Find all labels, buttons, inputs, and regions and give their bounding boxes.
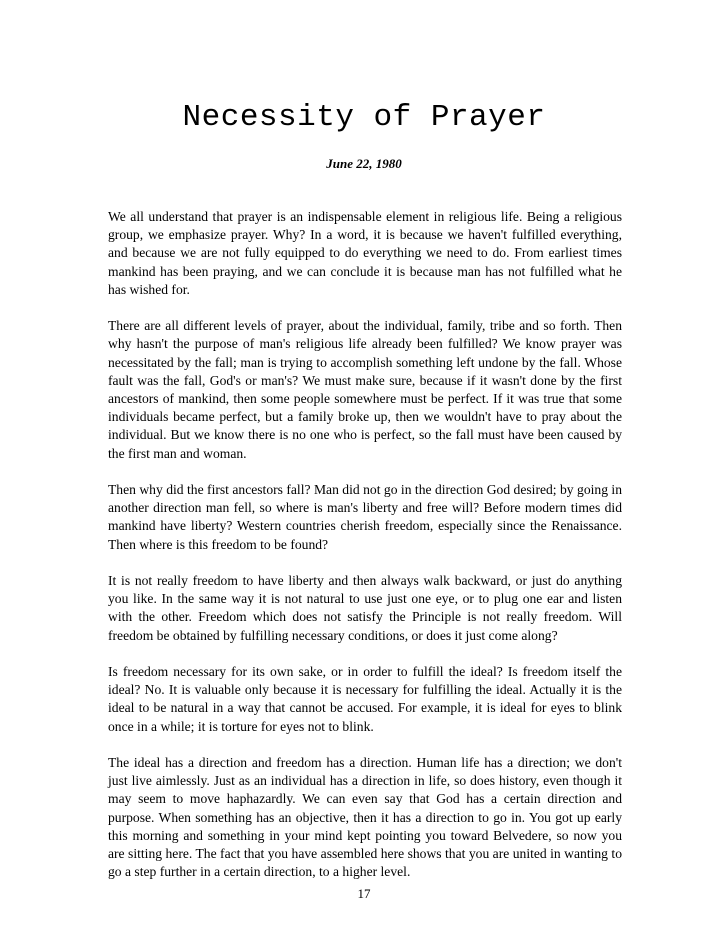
page-number: 17	[357, 886, 371, 901]
paragraph: There are all different levels of prayer, about the individual, family, tribe and so forth. Then why hasn't the purpose of man's religious life already been fulfilled? We know prayer was necessitated by the fall; man is trying to accomplish something left undone by the fall. Whose fault was the fall, God's or man's? We must make sure, because if it wasn't done by the first ancestors of mankind, then some people somewhere must be perfect. If it was true that some individuals became perfect, but a family broke up, then we wouldn't have to pray about the individual. But we know there is no one who is perfect, so the fall must have been caused by the first man and woman.	[108, 318, 622, 461]
paragraph: Is freedom necessary for its own sake, or in order to fulfill the ideal? Is freedom itself the ideal? No. It is valuable only because it is necessary for fulfilling the ideal. Actually it is the ideal to be natural in a way that cannot be accused. For example, it is ideal for eyes to blink once in a while; it is torture for eyes not to blink.	[108, 664, 622, 734]
body-text	[108, 208, 622, 900]
paragraph: We all understand that prayer is an indispensable element in religious life. Being a religious group, we emphasize prayer. Why? In a word, it is because we haven't fulfilled everything, and because we are not fully equipped to do everything we need to do. From earliest times mankind has been praying, and we can conclude it is because man has not fulfilled what he has wished for.	[108, 209, 622, 297]
paragraph: Then why did the first ancestors fall? Man did not go in the direction God desired; by going in another direction man fell, so where is man's liberty and free will? Before modern times did mankind have liberty? Western countries cherish freedom, especially since the Renaissance. Then where is this freedom to be found?	[108, 482, 622, 552]
paragraph: It is not really freedom to have liberty and then always walk backward, or just do anything you like. In the same way it is not natural to use just one eye, or to plug one ear and listen with the other. Freedom which does not satisfy the Principle is not really freedom. Will freedom be obtained by fulfilling necessary conditions, or does it just come along?	[108, 573, 622, 643]
speech-date: June 22, 1980	[326, 156, 402, 171]
page-title: Necessity of Prayer	[182, 100, 546, 135]
paragraph: The ideal has a direction and freedom has a direction. Human life has a direction; we don't just live aimlessly. Just as an individual has a direction in life, so does history, even though it may seem to move haphazardly. We can even say that God has a certain direction and purpose. When something has an objective, then it has a direction to go in. You got up early this morning and something in your mind kept pointing you toward Belvedere, so now you are sitting here. The fact that you have assembled here shows that you are united in wanting to go a step further in a certain direction, to a higher level.	[108, 755, 622, 880]
